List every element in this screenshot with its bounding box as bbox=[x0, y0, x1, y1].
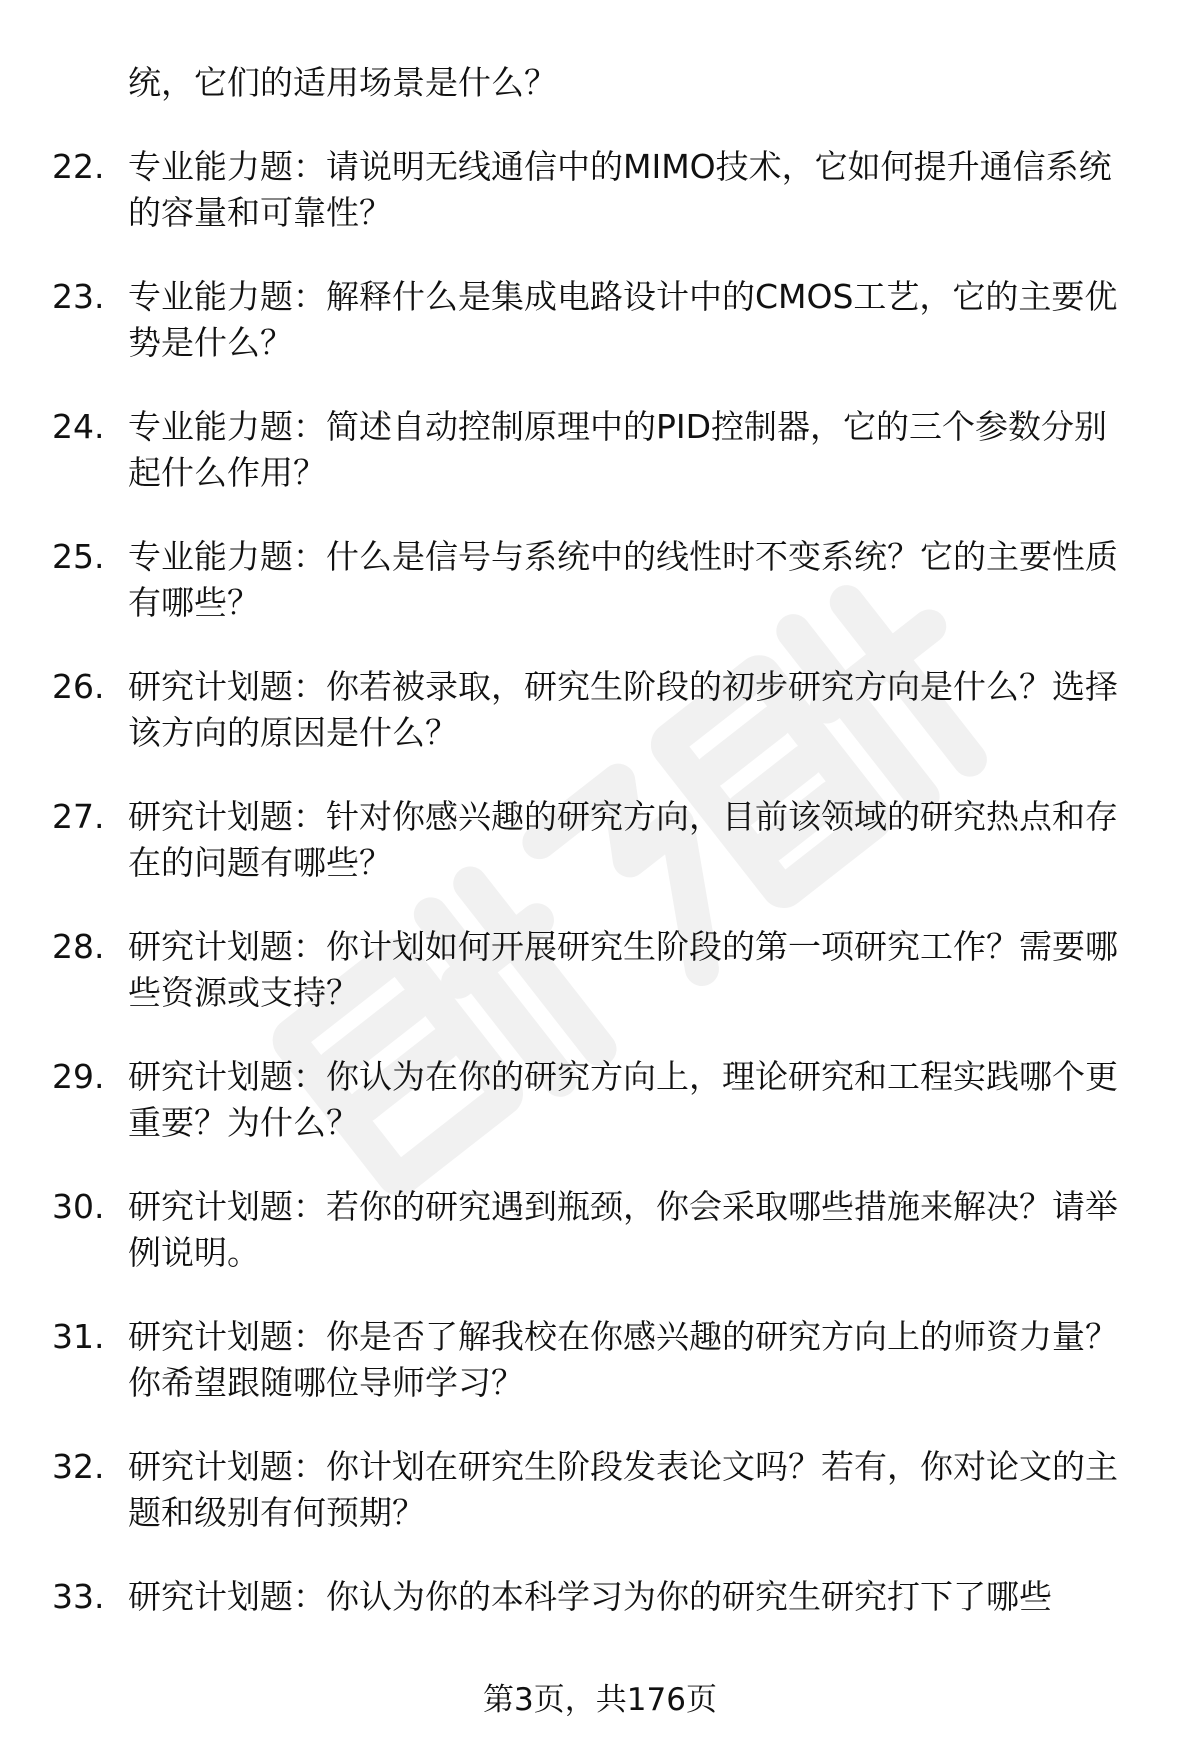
question-item bbox=[0, 404, 1138, 496]
question-number: 25. bbox=[52, 537, 105, 576]
question-number: 30. bbox=[52, 1187, 105, 1226]
question-text: 研究计划题：你认为在你的研究方向上，理论研究和工程实践哪个更重要？为什么？ bbox=[128, 1057, 1118, 1142]
question-text: 研究计划题：你计划在研究生阶段发表论文吗？若有，你对论文的主题和级别有何预期？ bbox=[128, 1447, 1118, 1532]
question-text: 研究计划题：若你的研究遇到瓶颈，你会采取哪些措施来解决？请举例说明。 bbox=[128, 1187, 1118, 1272]
question-number: 33. bbox=[52, 1577, 105, 1616]
question-item bbox=[0, 1184, 1138, 1276]
question-number: 23. bbox=[52, 277, 105, 316]
question-text: 研究计划题：你若被录取，研究生阶段的初步研究方向是什么？选择该方向的原因是什么？ bbox=[128, 667, 1118, 752]
question-item bbox=[0, 794, 1138, 886]
question-text: 研究计划题：针对你感兴趣的研究方向，目前该领域的研究热点和存在的问题有哪些？ bbox=[128, 797, 1118, 882]
question-item bbox=[0, 1444, 1138, 1536]
question-item bbox=[0, 1054, 1138, 1146]
question-item bbox=[0, 664, 1138, 756]
question-item bbox=[0, 1314, 1138, 1406]
question-number: 26. bbox=[52, 667, 105, 706]
question-item bbox=[0, 1574, 1138, 1620]
question-text: 专业能力题：解释什么是集成电路设计中的CMOS工艺，它的主要优势是什么？ bbox=[128, 277, 1118, 362]
question-list bbox=[0, 60, 1200, 1620]
question-item bbox=[0, 144, 1138, 236]
question-text: 研究计划题：你是否了解我校在你感兴趣的研究方向上的师资力量？你希望跟随哪位导师学习？ bbox=[128, 1317, 1118, 1402]
question-number: 32. bbox=[52, 1447, 105, 1486]
question-number: 22. bbox=[52, 147, 105, 186]
question-number: 29. bbox=[52, 1057, 105, 1096]
question-text: 专业能力题：简述自动控制原理中的PID控制器，它的三个参数分别起什么作用？ bbox=[128, 407, 1108, 492]
question-text: 研究计划题：你计划如何开展研究生阶段的第一项研究工作？需要哪些资源或支持？ bbox=[128, 927, 1118, 1012]
question-text: 专业能力题：请说明无线通信中的MIMO技术，它如何提升通信系统的容量和可靠性？ bbox=[128, 147, 1112, 232]
question-number: 28. bbox=[52, 927, 105, 966]
question-number: 31. bbox=[52, 1317, 105, 1356]
question-item bbox=[0, 924, 1138, 1016]
question-item bbox=[0, 274, 1138, 366]
question-number: 27. bbox=[52, 797, 105, 836]
page-number-footer: 第3页，共176页 bbox=[483, 1682, 717, 1718]
continuation-text: 统，它们的适用场景是什么？ bbox=[128, 63, 557, 102]
question-number: 24. bbox=[52, 407, 105, 446]
question-text: 研究计划题：你认为你的本科学习为你的研究生研究打下了哪些 bbox=[128, 1577, 1052, 1616]
question-text: 专业能力题：什么是信号与系统中的线性时不变系统？它的主要性质有哪些？ bbox=[128, 537, 1118, 622]
question-item bbox=[0, 534, 1138, 626]
